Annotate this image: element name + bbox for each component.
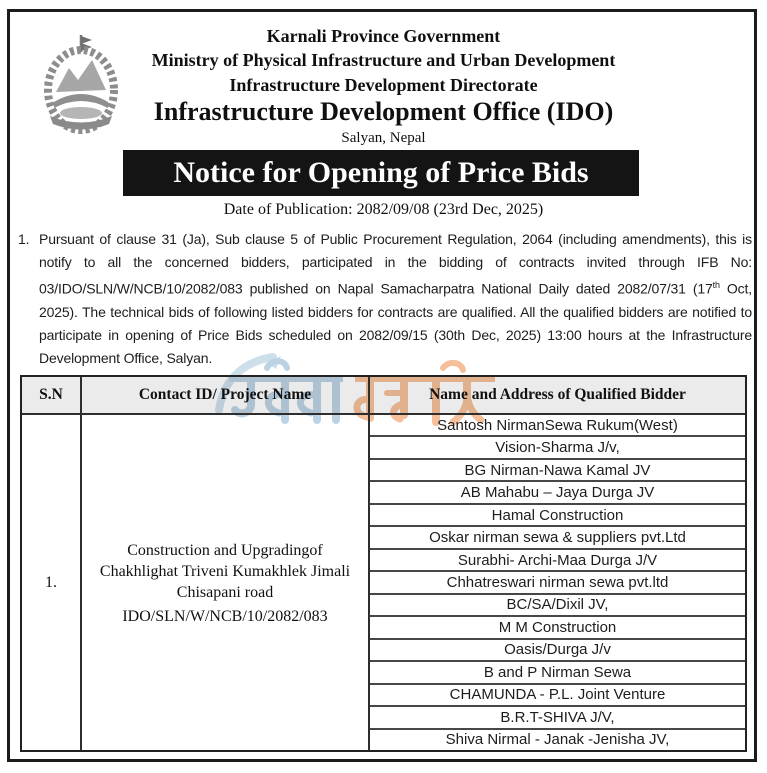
table-body-row (22, 415, 745, 750)
bidder-list (370, 415, 745, 750)
bidder-name: CHAMUNDA - P.L. Joint Venture (449, 686, 666, 704)
bidder-name: BC/SA/Dixil JV, (506, 596, 609, 614)
bidder-name: B.R.T-SHIVA J/V, (500, 708, 615, 726)
bidder-row (370, 572, 745, 594)
office-location: Salyan, Nepal (341, 130, 426, 146)
bidder-name: Chhatreswari nirman sewa pvt.ltd (446, 574, 669, 592)
bidder-row (370, 437, 745, 459)
bidder-row (370, 415, 745, 437)
bidder-name: BG Nirman-Nawa Kamal JV (464, 461, 651, 479)
column-header-sn: S.N (22, 377, 82, 413)
office-name: Infrastructure Development Office (IDO) (153, 97, 614, 126)
bidder-row (370, 550, 745, 572)
bidder-name: Santosh NirmanSewa Rukum(West) (437, 416, 678, 434)
government-name: Karnali Province Government (266, 26, 501, 46)
bidder-row (370, 460, 745, 482)
ordinal-superscript: th (712, 280, 720, 290)
bidder-row (370, 617, 745, 639)
serial-number-cell (22, 415, 82, 750)
bidder-row (370, 662, 745, 684)
bidder-name: B and P Nirman Sewa (483, 663, 632, 681)
bidder-row (370, 685, 745, 707)
bidder-name: Oskar nirman sewa & suppliers pvt.Ltd (429, 529, 686, 547)
bidder-row (370, 730, 745, 750)
notice-title-banner (123, 150, 639, 196)
serial-number: 1. (45, 573, 57, 591)
bidder-name: Hamal Construction (491, 506, 624, 524)
bidder-row (370, 505, 745, 527)
project-title: Construction and Upgradingof Chakhlighat Triveni Kumakhlek Jimali Chisapani road (99, 541, 351, 601)
bidder-row (370, 707, 745, 729)
project-cell (82, 415, 370, 750)
qualified-bidders-table (20, 375, 747, 752)
bidder-row (370, 527, 745, 549)
bidder-name: M M Construction (498, 618, 617, 636)
bidder-name: Oasis/Durga J/v (504, 641, 611, 659)
bidder-row (370, 595, 745, 617)
table-header-row (22, 377, 745, 415)
bidder-name: Shiva Nirmal - Janak -Jenisha JV, (445, 731, 670, 749)
bidder-row (370, 482, 745, 504)
bidder-name: Vision-Sharma J/v, (495, 439, 620, 457)
bidder-name: AB Mahabu – Jaya Durga JV (460, 484, 655, 502)
directorate-name: Infrastructure Development Directorate (229, 75, 538, 95)
column-header-project: Contact ID/ Project Name (82, 377, 370, 413)
contract-id: IDO/SLN/W/NCB/10/2082/083 (122, 607, 328, 625)
paragraph-text-part2: Oct, 2025). The technical bids of following listed bidders for contracts are qualified. All the qualified bidders are notified to participate in opening of Price Bids scheduled on 2082/09/15 (30th Dec, 2025) 13:00 hours at the Infrastructure Development Office, Salyan. (39, 280, 752, 366)
ministry-name: Ministry of Physical Infrastructure and Urban Development (151, 50, 616, 70)
paragraph-text-part1: Pursuant of clause 31 (Ja), Sub clause 5 of Public Procurement Regulation, 2064 (including amendments), this is notify to all the concerned bidders, participated in the bidding of contracts invited through IFB No: 03/IDO/SLN/W/NCB/10/2082/083 published on Napal Samacharpatra National Daily dated 2082/07/31 (17 (39, 231, 752, 297)
bidder-name: Surabhi- Archi-Maa Durga J/V (457, 551, 658, 569)
paragraph-number: 1. (18, 231, 30, 247)
column-header-bidder: Name and Address of Qualified Bidder (429, 386, 686, 403)
notice-title: Notice for Opening of Price Bids (173, 156, 589, 189)
publication-date: Date of Publication: 2082/09/08 (23rd Dec, 2025) (223, 201, 544, 218)
bidder-row (370, 640, 745, 662)
